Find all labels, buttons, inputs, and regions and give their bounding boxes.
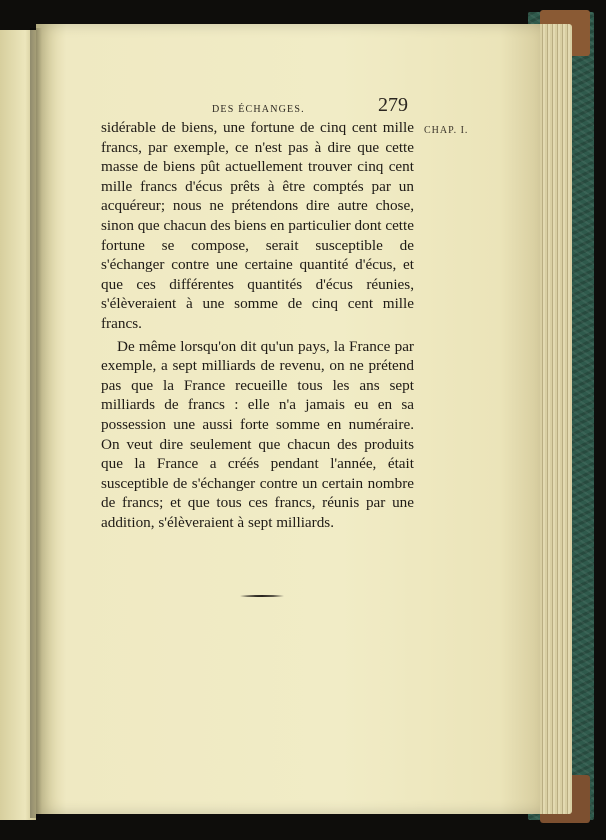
section-end-rule [240, 594, 284, 598]
paragraph-2: De même lorsqu'on dit qu'un pays, la France par exemple, a sept milliards de revenu, on ne prétend pas que la France recueille tous les ans sept milliards de francs : elle n'a jamais eu en sa possession une aussi forte somme en numéraire. On veut dire seulement que chacun des produits que la France a créés pendant l'année, était susceptible de s'échanger contre un certain nombre de francs; et que tous ces francs, réunis par une addition, s'élèveraient à sept milliards. [101, 337, 414, 531]
gutter-shadow [30, 28, 42, 818]
paragraph-1: sidérable de biens, une fortune de cinq cent mille francs, par exemple, ce n'est pas à dire que cette masse de biens pût actuellement trouver cinq cent mille francs d'écus prêts à être comptés par un acquéreur; nous ne prétendons dire autre chose, sinon que chacun des biens en particulier dont cette fortune se compose, serait susceptible de s'échanger contre une certaine quantité d'écus, et que ces différentes quantités d'écus réunies, s'élèveraient à une somme de cinq cent mille francs. [101, 119, 414, 332]
running-title: DES ÉCHANGES. [212, 104, 305, 115]
body-text [101, 118, 414, 532]
page-number: 279 [378, 94, 408, 116]
chapter-margin-note: CHAP. I. [424, 125, 469, 136]
